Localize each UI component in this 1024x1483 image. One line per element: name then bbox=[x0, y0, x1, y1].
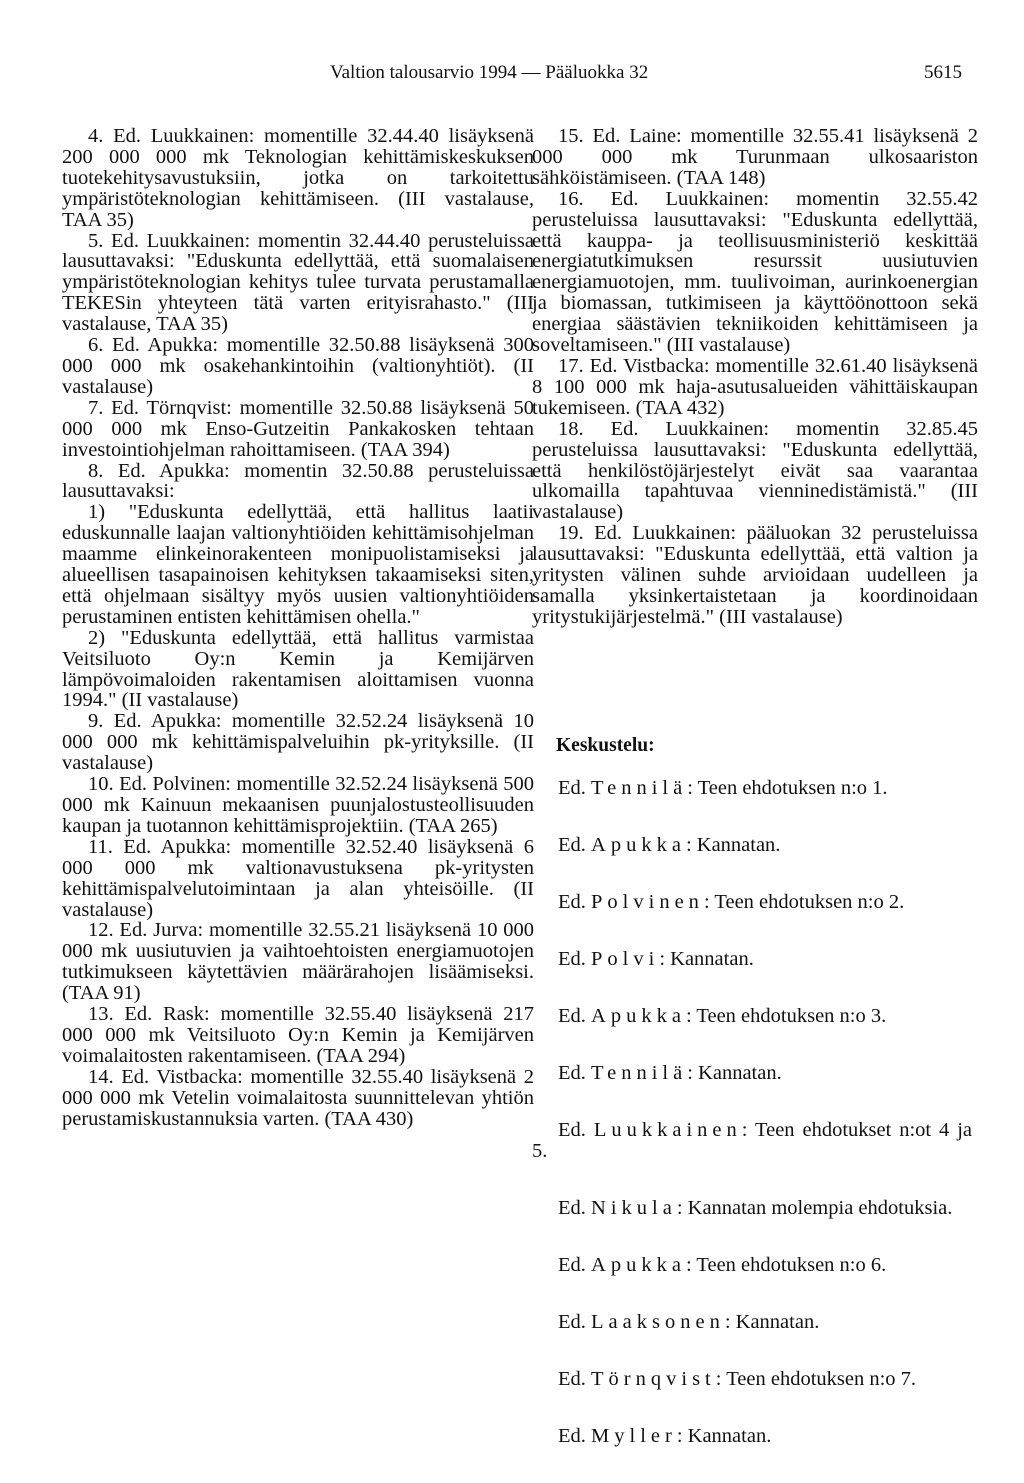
entry-prefix: Ed. bbox=[558, 1119, 586, 1141]
discussion-entry bbox=[532, 1063, 972, 1084]
paragraph: 18. Ed. Luukkainen: momentin 32.85.45 perusteluissa lausuttavaksi: "Eduskunta edellyttää, että henkilöstöjärjestelyt eivät saa vaarantaa ulkomailla tapahtuvaa vienninedistämistä." (III vastalause) bbox=[532, 417, 978, 524]
speaker-name: Apukka bbox=[591, 834, 686, 856]
paragraph: 2) "Eduskunta edellyttää, että hallitus varmistaa Veitsiluoto Oy:n Kemin ja Kemijärven lämpövoimaloiden rakentamisen aloittamisen vuonna 1994." (II vastalause) bbox=[62, 626, 534, 712]
discussion-entry bbox=[532, 892, 972, 913]
speaker-name: Polvi bbox=[591, 948, 660, 970]
page-number: 5615 bbox=[924, 62, 962, 83]
paragraph: 16. Ed. Luukkainen: momentin 32.55.42 perusteluissa lausuttavaksi: "Eduskunta edellyttää, että kauppa- ja teollisuusministeriö keskittää energiatutkimuksen resurssit uusiutuvien energiamuotojen, mm. tuulivoiman, aurinkoenergian ja biomassan, tutkimiseen ja käyttöönottoon sekä energiaa säästävien tekniikoiden kehittämiseen ja soveltamiseen." (III vastalause) bbox=[532, 187, 978, 357]
paragraph: 1) "Eduskunta edellyttää, että hallitus laatii eduskunnalle laajan valtionyhtiöiden kehittämisohjelman maamme elinkeinorakenteen monipuolistamiseksi ja alueellisen tasapainoisen kehityksen takaamiseksi siten, että ohjelmaan sisältyy myös uusien valtionyhtiöiden perustaminen entisten kehittämisen ohella." bbox=[62, 501, 534, 628]
entry-text: : Kannatan. bbox=[659, 948, 754, 970]
discussion-entry bbox=[532, 1198, 972, 1219]
entry-prefix: Ed. bbox=[558, 1062, 586, 1084]
entry-prefix: Ed. bbox=[558, 834, 586, 856]
speaker-name: Nikula bbox=[591, 1197, 677, 1219]
entry-prefix: Ed. bbox=[558, 1425, 586, 1447]
speaker-name: Apukka bbox=[591, 1254, 686, 1276]
discussion-entry bbox=[532, 835, 972, 856]
speaker-name: Myller bbox=[591, 1425, 677, 1447]
entry-prefix: Ed. bbox=[558, 1368, 586, 1390]
entry-prefix: Ed. bbox=[558, 1311, 586, 1333]
discussion-entry bbox=[532, 1369, 972, 1390]
speaker-name: Polvinen bbox=[591, 891, 704, 913]
paragraph: 14. Ed. Vistbacka: momentille 32.55.40 lisäyksenä 2 000 000 mk Vetelin voimalaitosta suunnittelevan yhtiön perustamiskustannuksia varten. (TAA 430) bbox=[62, 1065, 534, 1130]
entry-text: : Teen ehdotuksen n:o 7. bbox=[715, 1368, 917, 1390]
left-column bbox=[62, 126, 534, 1130]
discussion-list bbox=[532, 778, 972, 1483]
running-title: Valtion talousarvio 1994 — Pääluokka 32 bbox=[330, 62, 649, 83]
speaker-name: Luukkainen bbox=[593, 1119, 742, 1141]
entry-prefix: Ed. bbox=[558, 777, 586, 799]
entry-text: : Teen ehdotuksen n:o 6. bbox=[685, 1254, 887, 1276]
entry-text: : Kannatan molempia ehdotuksia. bbox=[676, 1197, 953, 1219]
discussion-entry bbox=[532, 1426, 972, 1447]
speaker-name: Apukka bbox=[591, 1005, 686, 1027]
speaker-name: Tennilä bbox=[591, 1062, 688, 1084]
discussion-entry bbox=[532, 1255, 972, 1276]
paragraph: 19. Ed. Luukkainen: pääluokan 32 perusteluissa lausuttavaksi: "Eduskunta edellyttää, että valtion ja yritysten välinen suhde arvioidaan uudelleen ja samalla yksinkertaistetaan ja koordinoidaan yritystukijärjestelmä." (III vastalause) bbox=[532, 522, 978, 628]
paragraph: 5. Ed. Luukkainen: momentin 32.44.40 perusteluissa lausuttavaksi: "Eduskunta edellyttää, että suomalaisen ympäristöteknologian kehitys tulee turvata perustamalla TEKESin yhteyteen tätä varten erityisrahasto." (III vastalause, TAA 35) bbox=[62, 229, 534, 336]
entry-prefix: Ed. bbox=[558, 891, 586, 913]
paragraph: 12. Ed. Jurva: momentille 32.55.21 lisäyksenä 10 000 000 mk uusiutuvien ja vaihtoehtoisten energiamuotojen tutkimukseen käytettävien määrärahojen lisäämiseksi. (TAA 91) bbox=[62, 919, 534, 1005]
entry-prefix: Ed. bbox=[558, 1005, 586, 1027]
speaker-name: Laaksonen bbox=[591, 1311, 725, 1333]
paragraph: 17. Ed. Vistbacka: momentille 32.61.40 lisäyksenä 8 100 000 mk haja-asutusalueiden vähittäiskaupan tukemiseen. (TAA 432) bbox=[532, 354, 978, 419]
entry-text: : Teen ehdotuksen n:o 1. bbox=[687, 777, 888, 799]
entry-text: : Kannatan. bbox=[724, 1311, 820, 1333]
entry-prefix: Ed. bbox=[558, 1254, 586, 1276]
discussion-entry bbox=[532, 1006, 972, 1027]
right-column bbox=[532, 126, 978, 628]
speaker-name: Tennilä bbox=[591, 777, 688, 799]
paragraph: 6. Ed. Apukka: momentille 32.50.88 lisäyksenä 300 000 000 mk osakehankintoihin (valtionyhtiöt). (II vastalause) bbox=[62, 334, 534, 398]
entry-prefix: Ed. bbox=[558, 1197, 586, 1219]
entry-text: : Kannatan. bbox=[676, 1425, 772, 1447]
paragraph: 7. Ed. Törnqvist: momentille 32.50.88 lisäyksenä 50 000 000 mk Enso-Gutzeitin Pankakosken tehtaan investointiohjelman rahoittamiseen. (TAA 394) bbox=[62, 396, 534, 461]
speaker-name: Törnqvist bbox=[591, 1368, 716, 1390]
entry-text: : Teen ehdotukset n:ot 4 ja 5. bbox=[532, 1119, 973, 1162]
entry-text: : Kannatan. bbox=[685, 834, 781, 856]
discussion-entry bbox=[532, 1312, 972, 1333]
discussion-entry bbox=[532, 778, 972, 799]
paragraph: 8. Ed. Apukka: momentin 32.50.88 perusteluissa lausuttavaksi: bbox=[62, 459, 534, 503]
page-header bbox=[0, 62, 1024, 92]
entry-prefix: Ed. bbox=[558, 948, 586, 970]
paragraph: 4. Ed. Luukkainen: momentille 32.44.40 lisäyksenä 200 000 000 mk Teknologian kehittämiskeskuksen tuotekehitysavustuksiin, jotka on tarkoitettu ympäristöteknologian kehittämiseen. (III vastalause, TAA 35) bbox=[62, 125, 534, 231]
paragraph: 13. Ed. Rask: momentille 32.55.40 lisäyksenä 217 000 000 mk Veitsiluoto Oy:n Kemin ja Kemijärven voimalaitosten rakentamiseen. (TAA 294) bbox=[62, 1003, 534, 1067]
entry-text: : Kannatan. bbox=[687, 1062, 782, 1084]
discussion-entry bbox=[532, 1120, 972, 1162]
paragraph: 10. Ed. Polvinen: momentille 32.52.24 lisäyksenä 500 000 mk Kainuun mekaanisen puunjalostusteollisuuden kaupan ja tuotannon kehittämisprojektiin. (TAA 265) bbox=[62, 773, 534, 837]
entry-text: : Teen ehdotuksen n:o 3. bbox=[685, 1005, 887, 1027]
entry-text: : Teen ehdotuksen n:o 2. bbox=[703, 891, 905, 913]
discussion-entry bbox=[532, 949, 972, 970]
paragraph: 9. Ed. Apukka: momentille 32.52.24 lisäyksenä 10 000 000 mk kehittämispalveluihin pk-yrityksille. (II vastalause) bbox=[62, 710, 534, 775]
paragraph: 15. Ed. Laine: momentille 32.55.41 lisäyksenä 2 000 000 mk Turunmaan ulkosaariston sähköistämiseen. (TAA 148) bbox=[532, 125, 978, 189]
paragraph: 11. Ed. Apukka: momentille 32.52.40 lisäyksenä 6 000 000 mk valtionavustuksena pk-yritysten kehittämispalvelutoimintaan ja alan yhteisöille. (II vastalause) bbox=[62, 835, 534, 921]
discussion-heading: Keskustelu: bbox=[556, 735, 655, 756]
